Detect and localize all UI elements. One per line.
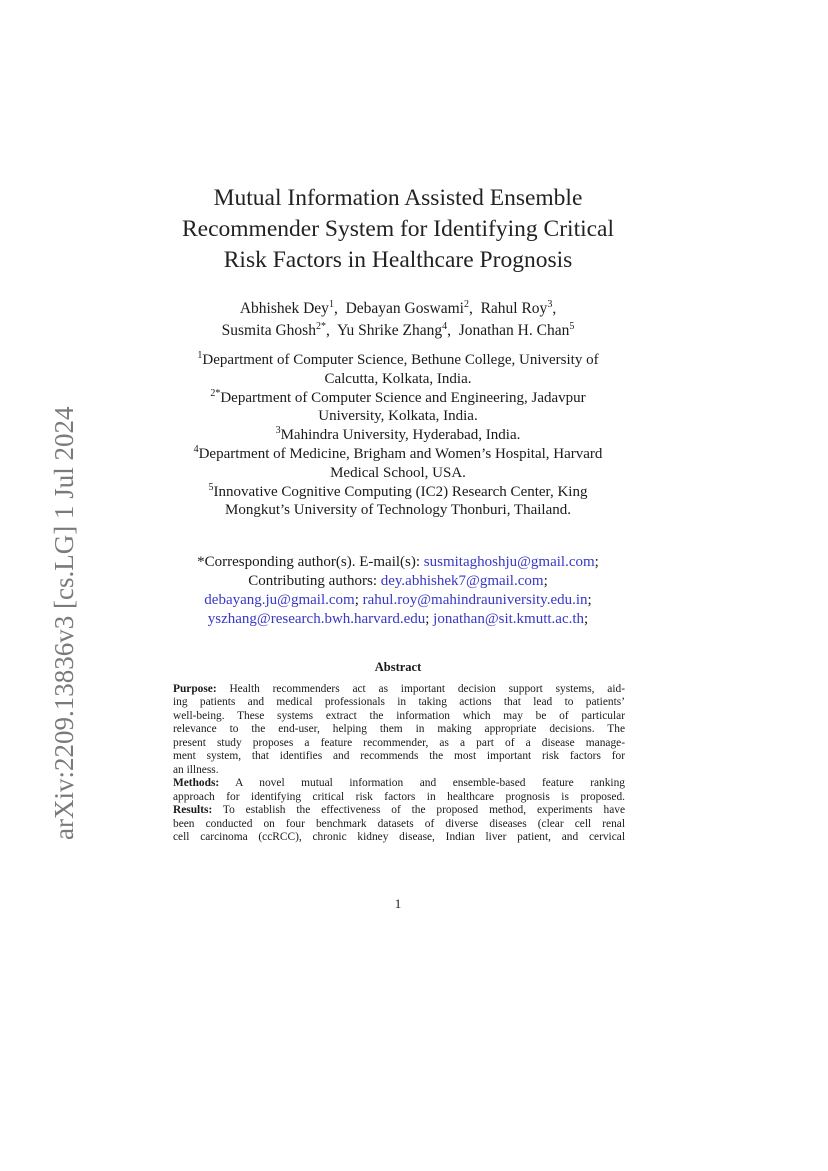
email-link[interactable]: dey.abhishek7@gmail.com <box>380 573 544 589</box>
affiliation-list <box>120 351 676 520</box>
author-list: Abhishek Dey$^1$, Debayan Goswami$^2$, Rahul Roy$^3$, Susmita Ghosh$^{2*}$, Yu Shrike Zhang$^4$, Jonathan H. Chan$^5$ <box>221 299 575 339</box>
abstract-text: A novel mutual information and ensemble-based feature ranking <box>219 777 625 790</box>
abstract-section-label: Results: <box>173 804 213 817</box>
title-line: Risk Factors in Healthcare Prognosis <box>223 247 573 273</box>
email-link[interactable]: debayang.ju@gmail.com <box>204 592 355 608</box>
abstract-line: ing patients and medical professionals in taking actions that lead to patients’ <box>173 696 625 709</box>
affil-mark: 3 <box>275 425 281 437</box>
affiliation-cont: University, Kolkata, India. <box>318 408 478 425</box>
abstract-line <box>173 804 625 817</box>
affiliation <box>120 389 676 408</box>
author-affil-mark: 2 <box>463 299 469 310</box>
affil-text: Department of Computer Science, Bethune College, University of <box>202 352 599 368</box>
affiliation-cont: Medical School, USA. <box>330 464 466 481</box>
abstract-line: present study proposes a feature recommender, as a part of a disease manage- <box>173 736 625 749</box>
arxiv-id: arXiv:2209.13836v3 [cs.LG] 1 Jul 2024 <box>49 406 79 840</box>
affil-mark: 1 <box>197 350 203 361</box>
affil-mark: 2* <box>210 387 221 399</box>
affil-mark: 5 <box>208 481 214 493</box>
abstract-line: approach for identifying critical risk factors in healthcare prognosis is proposed. <box>173 790 625 803</box>
contact-block: *Corresponding author(s). E-mail(s): susmitaghoshju@gmail.com; Contributing authors: dey.abhishek7@gmail.com; debayang.ju@gmail.com; rahul.roy@mahindrauniversity.edu.in; yszhang@research.bwh.harvard.edu; jonathan@sit.kmutt.ac.th; <box>197 554 599 627</box>
author-name: Debayan Goswami <box>345 300 464 317</box>
abstract-line <box>173 777 625 790</box>
paper-title <box>150 183 646 276</box>
abstract-line <box>173 683 625 696</box>
abstract-line: well-being. These systems extract the information which may be of particular <box>173 709 625 722</box>
abstract-line: been conducted on four benchmark datasets of diverse diseases (clear cell renal <box>173 817 625 830</box>
affil-text: Department of Computer Science and Engineering, Jadavpur <box>220 389 586 406</box>
title-line: Mutual Information Assisted Ensemble <box>213 185 583 211</box>
author-name: Yu Shrike Zhang <box>337 322 443 339</box>
author-affil-mark: 2* <box>315 321 326 332</box>
affiliation <box>120 426 676 445</box>
abstract-text: To establish the effectiveness of the proposed method, experiments have <box>212 804 625 817</box>
author-name: Susmita Ghosh <box>221 322 316 339</box>
affiliation <box>120 483 676 502</box>
author-name: Rahul Roy <box>480 300 548 317</box>
abstract-section-label: Methods: <box>173 777 220 790</box>
page-number: 1 <box>394 896 402 911</box>
email-link[interactable]: susmitaghoshju@gmail.com <box>423 554 595 570</box>
abstract-line: cell carcinoma (ccRCC), chronic kidney disease, Indian liver patient, and cervical <box>173 830 625 843</box>
title-line: Recommender System for Identifying Critical <box>181 216 615 242</box>
abstract-body <box>173 683 625 844</box>
email-link[interactable]: yszhang@research.bwh.harvard.edu <box>207 611 426 627</box>
contributing-label: Contributing authors: <box>248 573 377 589</box>
affiliation <box>120 351 676 370</box>
affil-text: Mahindra University, Hyderabad, India. <box>280 427 521 444</box>
affiliation-cont: Calcutta, Kolkata, India. <box>324 370 472 387</box>
abstract-heading: Abstract <box>374 660 422 674</box>
corresponding-label: *Corresponding author(s). E-mail(s): <box>197 554 421 570</box>
abstract-line: an illness. <box>173 763 219 776</box>
abstract-text: Health recommenders act as important decision support systems, aid- <box>216 683 625 695</box>
author-affil-mark: 3 <box>547 299 553 310</box>
abstract-line: ment system, that identifies and recommends the most important risk factors for <box>173 750 625 763</box>
author-affil-mark: 5 <box>569 321 575 332</box>
affil-mark: 4 <box>193 443 199 455</box>
affil-text: Department of Medicine, Brigham and Women’s Hospital, Harvard <box>198 445 603 462</box>
email-link[interactable]: rahul.roy@mahindrauniversity.edu.in <box>362 592 588 608</box>
abstract-section-label: Purpose: <box>173 683 217 695</box>
affiliation-cont: Mongkut’s University of Technology Thonburi, Thailand. <box>224 502 571 519</box>
affiliation <box>120 445 676 464</box>
author-affil-mark: 1 <box>328 299 334 310</box>
abstract-line: relevance to the end-user, helping them in making appropriate decisions. The <box>173 723 625 736</box>
author-name: Abhishek Dey <box>239 300 329 317</box>
affil-text: Innovative Cognitive Computing (IC2) Research Center, King <box>213 483 588 500</box>
author-name: Jonathan H. Chan <box>458 322 570 339</box>
author-affil-mark: 4 <box>442 321 448 332</box>
email-link[interactable]: jonathan@sit.kmutt.ac.th <box>433 611 585 627</box>
